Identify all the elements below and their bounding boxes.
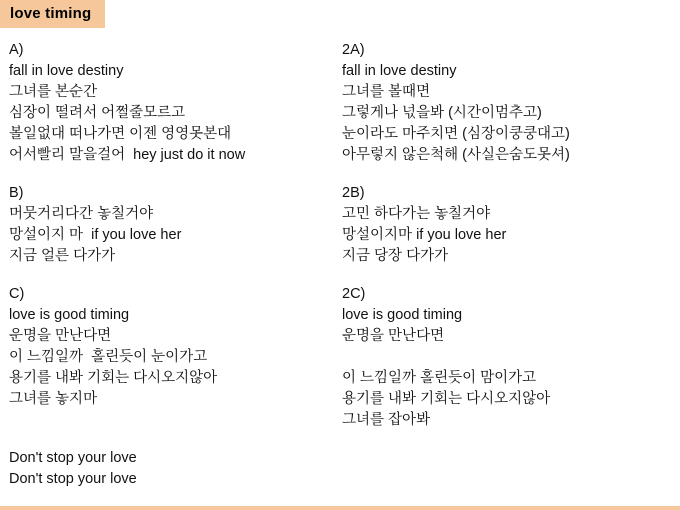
lyrics-column-left: [0, 40, 340, 507]
lyrics-line: 이 느낌일까 홀린듯이 눈이가고: [9, 349, 208, 365]
lyrics-columns: [0, 40, 680, 507]
lyrics-line: 운명을 만난다면: [342, 328, 445, 344]
lyrics-line: 2B): [342, 185, 365, 201]
lyrics-line: 아무렇지 않은척해 (사실은숨도못셔): [342, 147, 570, 163]
lyrics-line: 그녀를 볼때면: [342, 84, 431, 100]
lyrics-line: 용기를 내봐 기회는 다시오지않아: [342, 391, 551, 407]
lyrics-block-2b: [342, 183, 680, 267]
lyrics-line: fall in love destiny: [9, 63, 124, 79]
lyrics-line: 그녀를 놓지마: [9, 391, 98, 407]
lyrics-block-b: [9, 183, 340, 267]
lyrics-column-right: [340, 40, 680, 507]
lyrics-line: C): [9, 286, 25, 302]
lyrics-block-outro: [9, 427, 340, 490]
lyrics-line: 볼일없대 떠나가면 이젠 영영못본대: [9, 126, 232, 142]
lyrics-line: love is good timing: [9, 307, 130, 323]
lyrics-line: 그렇게나 넋을봐 (시간이멈추고): [342, 105, 542, 121]
lyrics-block-2c: [342, 284, 680, 431]
lyrics-line: 망설이지 마 if you love her: [9, 227, 182, 243]
lyrics-line: 운명을 만난다면: [9, 328, 112, 344]
lyrics-line: 그녀를 본순간: [9, 84, 98, 100]
page-title: love timing: [0, 0, 105, 28]
lyrics-line: 2C): [342, 286, 366, 302]
lyrics-line: 2A): [342, 42, 365, 58]
lyrics-block-a: [9, 40, 340, 166]
lyrics-line: 그녀를 잡아봐: [342, 412, 431, 428]
lyrics-line: 어서빨리 말을걸어 hey just do it now: [9, 147, 246, 163]
bottom-accent-bar: [0, 506, 680, 510]
lyrics-line: 눈이라도 마주치면 (심장이쿵쿵대고): [342, 126, 570, 142]
lyrics-line: 머뭇거리다간 놓칠거야: [9, 206, 154, 222]
lyrics-line-blank: [9, 427, 340, 448]
lyrics-line: 지금 얼른 다가가: [9, 248, 116, 264]
lyrics-line: 망설이지마 if you love her: [342, 227, 507, 243]
lyrics-line: Don't stop your love: [9, 471, 137, 487]
lyrics-line: 심장이 떨려서 어쩔줄모르고: [9, 105, 186, 121]
lyrics-block-c: [9, 284, 340, 410]
lyrics-line: 지금 당장 다가가: [342, 248, 449, 264]
lyrics-line: 용기를 내봐 기회는 다시오지않아: [9, 370, 218, 386]
lyrics-line: Don't stop your love: [9, 450, 137, 466]
lyrics-line: love is good timing: [342, 307, 463, 323]
lyrics-line-blank: [342, 347, 680, 368]
lyrics-block-2a: [342, 40, 680, 166]
lyrics-line: A): [9, 42, 24, 58]
lyrics-line: 고민 하다가는 놓칠거야: [342, 206, 491, 222]
lyrics-line: 이 느낌일까 홀린듯이 맘이가고: [342, 370, 537, 386]
lyrics-line: B): [9, 185, 24, 201]
lyrics-line: fall in love destiny: [342, 63, 457, 79]
